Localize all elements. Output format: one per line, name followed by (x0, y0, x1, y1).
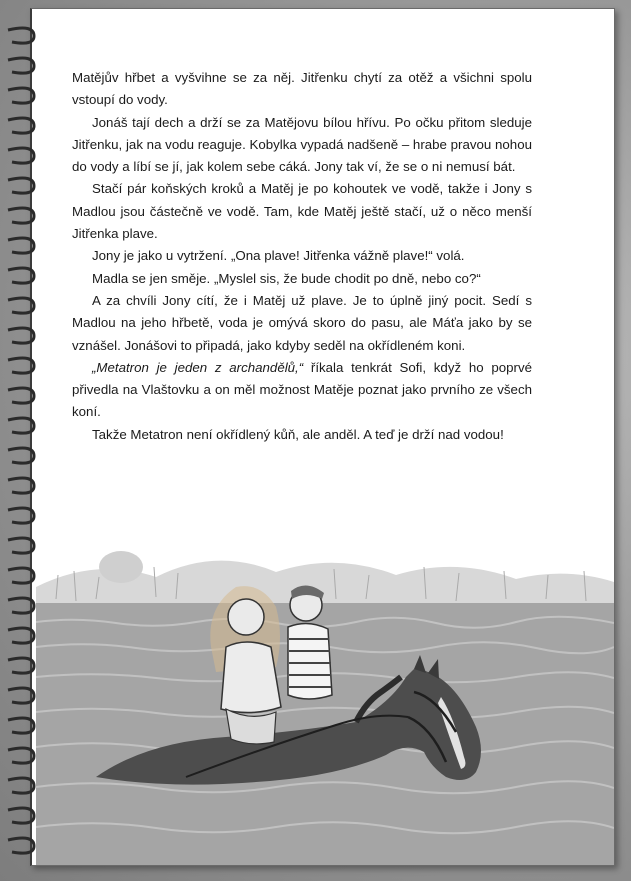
story-text (72, 67, 532, 446)
quote-italic: „Metatron je jeden z archandělů,“ (92, 359, 304, 375)
paragraph-2: Jonáš tají dech a drží se za Matějovu bílou hřívu. Po očku přitom sleduje Jitřenku, jak na vodu reaguje. Kobylka vypadá nadšeně – hrabe pravou nohou do vody a líbí se jí, jak kolem sebe cáká. Jony tak ví, že se o ni nemusí bát. (72, 114, 532, 175)
paragraph-4: Jony je jako u vytržení. „Ona plave! Jitřenka vážně plave!“ volá. (92, 248, 465, 264)
paragraph-5: Madla se jen směje. „Myslel sis, že bude chodit po dně, nebo co?“ (92, 270, 481, 286)
paragraph-7 (72, 357, 532, 424)
paragraph-6: A za chvíli Jony cítí, že i Matěj už plave. Je to úplně jiný pocit. Sedí s Madlou na jeho hřbetě, voda je omývá skoro do pasu, ale Máťa jako by se vznášel. Jonášovi to připadá, jako kdyby seděl na okřídleném koni. (72, 292, 532, 353)
paragraph-3: Stačí pár koňských kroků a Matěj je po kohoutek ve vodě, takže i Jony s Madlou jsou částečně ve vodě. Tam, kde Matěj ještě stačí, už o něco menší Jitřenka plave. (72, 181, 532, 242)
notebook-spiral-binding (0, 20, 40, 870)
paragraph-7-rest: říkala tenkrát Sofi, když ho poprvé přivedla na Vlaštovku a on měl možnost Matěje poznat jako prvního ze všech koní. (72, 359, 532, 420)
notebook-page (30, 8, 615, 866)
paragraph-8: Takže Metatron není okřídlený kůň, ale anděl. A teď je drží nad vodou! (92, 426, 504, 442)
paragraph-1: Matějův hřbet a vyšvihne se za něj. Jitřenku chytí za otěž a všichni spolu vstoupí do vody. (72, 70, 532, 108)
swimming-horse-illustration (36, 527, 614, 865)
